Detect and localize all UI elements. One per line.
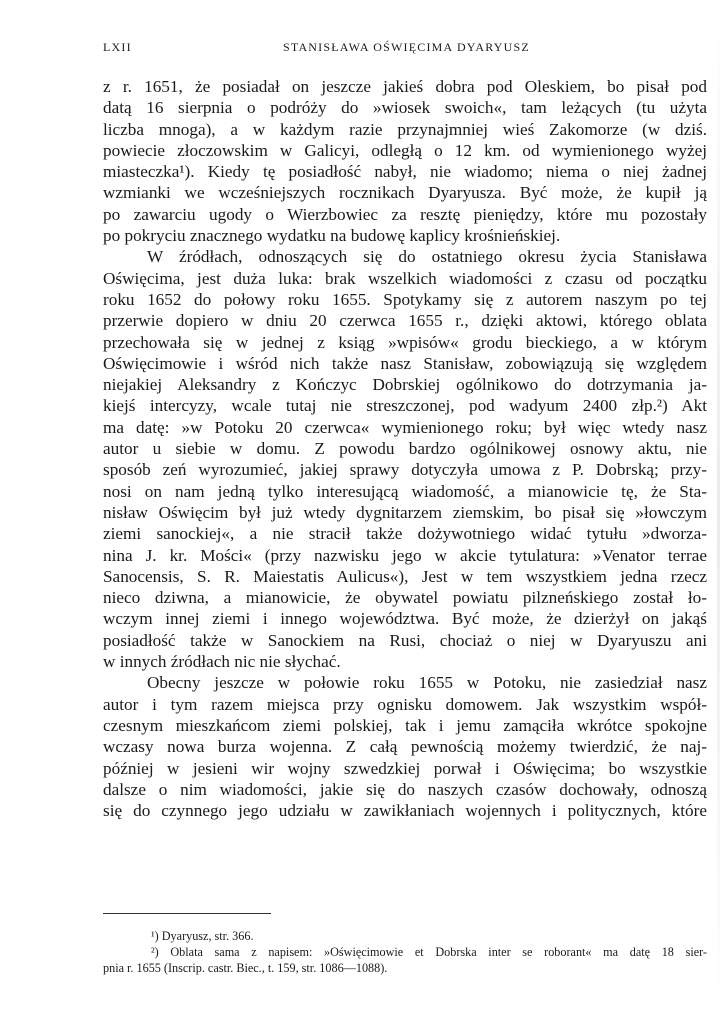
text-line: powiecie złoczowskim w Galicyi, odległą o 12 km. od wymienionego wyżej <box>103 140 707 160</box>
text-line: Oświęcimowie i wśród nich także nasz Stanisław, zobowiązują się względem <box>103 353 707 373</box>
text-line: przechowała się w jednej z ksiąg »wpisów« grodu bieckiego, a w którym <box>103 332 707 352</box>
text-line: kiejś intercyzy, wcale tutaj nie streszczonej, pod wadyum 2400 złp.²) Akt <box>103 396 707 416</box>
text-line: później w jesieni wir wojny szwedzkiej porwał i Oświęcima; bo wszystkie <box>103 758 707 778</box>
page-number: LXII <box>103 40 132 54</box>
text-line: ziemi sanockiej«, a nie stracił także dożywotniego widać tytułu »dworza- <box>103 524 707 544</box>
text-line: nieco dziwna, a mianowicie, że obywatel powiatu pilzneńskiego został ło- <box>103 588 707 608</box>
text-line: ma datę: »w Potoku 20 czerwca« wymienionego roku; był więc wtedy nasz <box>103 417 707 437</box>
text-line: czesnym mieszkańcom ziemi polskiej, tak i jemu zamąciła wkrótce spokojne <box>103 715 707 735</box>
text-line: roku 1652 do połowy roku 1655. Spotykamy się z autorem naszym po tej <box>103 289 707 309</box>
text-line: dalsze o nim wiadomości, jakie się do naszych czasów dochowały, odnoszą <box>103 779 707 799</box>
body-text <box>103 76 707 821</box>
footnote-divider <box>103 913 271 914</box>
text-line: nisław Oświęcim był już wtedy dygnitarzem ziemskim, bo pisał się »łowczym <box>103 502 707 522</box>
text-line: autor i tym razem miejsca przy ognisku domowem. Jak wszystkim współ- <box>103 694 707 714</box>
text-line: sposób zeń wyrozumieć, jakiej sprawy dotyczyła umowa z P. Dobrską; przy- <box>103 460 707 480</box>
text-line: się do czynnego jego udziału w zawikłaniach wojennych i politycznych, które <box>103 801 707 821</box>
text-line: posiadłość także w Sanockiem na Rusi, chociaż o niej w Dyaryuszu ani <box>103 630 707 650</box>
text-line: Sanocensis, S. R. Maiestatis Aulicus«), Jest w tem wszystkiem jedna rzecz <box>103 566 707 586</box>
text-line: po pokryciu znacznego wydatku na budowę kaplicy krośnieńskiej. <box>103 226 561 246</box>
page-header <box>103 40 708 60</box>
footnotes <box>103 928 707 976</box>
text-line: w innych źródłach nic nie słychać. <box>103 652 341 672</box>
text-line: Oświęcima, jest duża luka: brak wszelkich wiadomości z czasu od początku <box>103 268 707 288</box>
paragraph-start-line: W źródłach, odnoszących się do ostatniego okresu życia Stanisława <box>147 247 707 267</box>
paragraph-start-line: Obecny jeszcze w połowie roku 1655 w Potoku, nie zasiedział nasz <box>147 673 707 693</box>
text-line: datą 16 sierpnia o podróży do »wiosek swoich«, tam leżących (tu użyta <box>103 98 707 118</box>
text-line: z r. 1651, że posiadał on jeszcze jakieś dobra pod Oleskiem, bo pisał pod <box>103 77 707 96</box>
text-line: nina J. kr. Mości« (przy nazwisku jego w akcie tytulatura: »Venator terrae <box>103 545 707 565</box>
running-title: STANISŁAWA OŚWIĘCIMA DYARYUSZ <box>283 40 530 54</box>
text-line: niejakiej Aleksandry z Kończyc Dobrskiej ogólnikowo do dotrzymania ja- <box>103 375 707 395</box>
text-line: wczym innej ziemi i innego województwa. Być może, że dzierżył on jakąś <box>103 609 707 629</box>
text-line: wczasy nowa burza wojenna. Z całą pewnością możemy twierdzić, że naj- <box>103 737 707 757</box>
text-line: autor u siebie w domu. Z powodu bardzo ogólnikowej osnowy aktu, nie <box>103 439 707 459</box>
text-line: nosi on nam jedną tylko interesującą wiadomość, a mianowicie tę, że Sta- <box>103 481 707 501</box>
text-line: po zawarciu ugody o Wierzbowiec za resztę pieniędzy, które mu pozostały <box>103 204 707 224</box>
text-line: przerwie dopiero w dniu 20 czerwca 1655 r., dzięki aktowi, którego oblata <box>103 311 707 331</box>
footnote-1: ¹) Dyaryusz, str. 366. <box>151 929 254 943</box>
footnote-2: ²) Oblata sama z napisem: »Oświęcimowie et Dobrska inter se roborant« ma datę 18 sier- <box>151 945 707 959</box>
footnote-2-continued: pnia r. 1655 (Inscrip. castr. Biec., t. 159, str. 1086—1088). <box>103 961 388 975</box>
text-line: liczba mnoga), a w każdym razie przynajmniej wieś Zakomorze (w dziś. <box>103 119 707 139</box>
text-line: wzmianki we wcześniejszych rocznikach Dyaryusza. Być może, że kupił ją <box>103 183 707 203</box>
text-line: miasteczka¹). Kiedy tę posiadłość nabył, nie wiadomo; niema o niej żadnej <box>103 162 707 182</box>
